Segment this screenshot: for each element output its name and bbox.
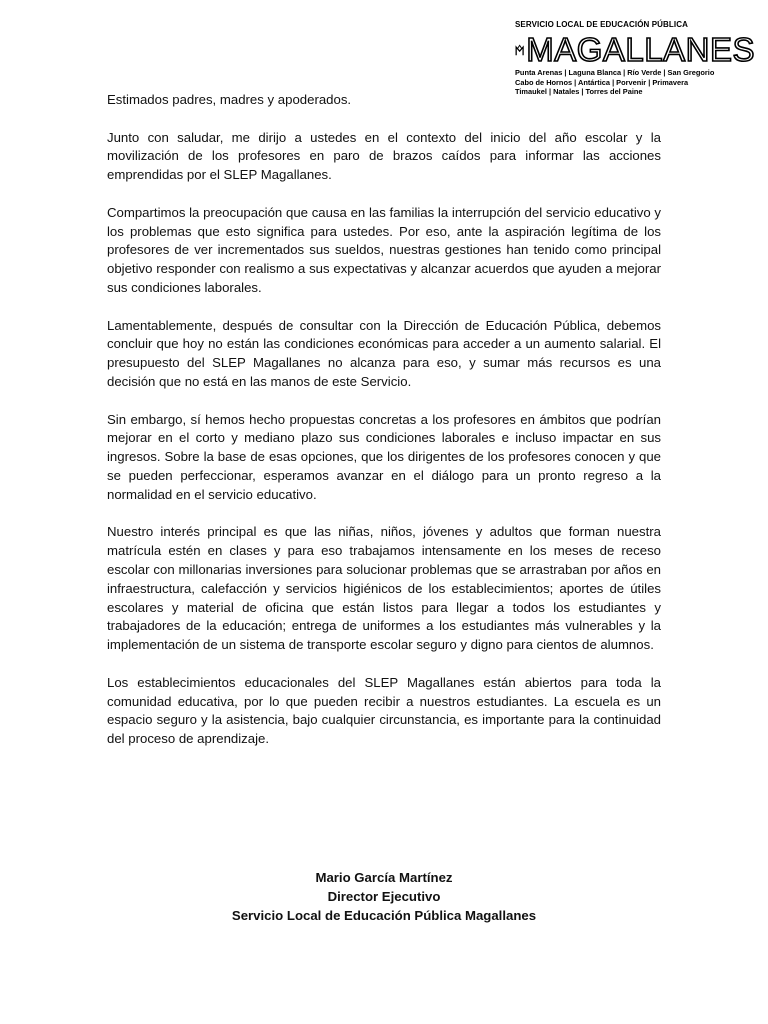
signature-block bbox=[0, 868, 768, 925]
signature-title: Director Ejecutivo bbox=[327, 889, 441, 904]
letter-paragraph: Junto con saludar, me dirijo a ustedes en el contexto del inicio del año escolar y la movilización de los profesores en paro de brazos caídos para informar las acciones emprendidas por el SLEP Magallanes. bbox=[107, 129, 661, 183]
letter-greeting: Estimados padres, madres y apoderados. bbox=[107, 92, 352, 107]
signature-institution: Servicio Local de Educación Pública Magallanes bbox=[231, 908, 537, 923]
logo-wordmark: MAGALLANES bbox=[526, 31, 755, 68]
logo-comunas-line: Timaukel | Natales | Torres del Paine bbox=[515, 87, 643, 96]
letter-paragraph: Lamentablemente, después de consultar con la Dirección de Educación Pública, debemos concluir que hoy no están las condiciones económicas para acceder a un aumento salarial. El presupuesto del SLEP Magallanes no alcanza para eso, y sumar más recursos es una decisión que no está en las manos de este Servicio. bbox=[107, 317, 661, 389]
letter-paragraph: Compartimos la preocupación que causa en las familias la interrupción del servicio educativo y los problemas que esto significa para ustedes. Por eso, ante la aspiración legítima de los profesores de ver incrementados sus sueldos, nuestras gestiones han tenido como principal objetivo responder con realismo a sus expectativas y alcanzar acuerdos que ayuden a mejorar sus condiciones laborales. bbox=[107, 204, 661, 295]
logo-ship-icon bbox=[515, 39, 524, 61]
letter-paragraph: Los establecimientos educacionales del SLEP Magallanes están abiertos para toda la comunidad educativa, por lo que pueden recibir a nuestros estudiantes. La escuela es un espacio seguro y la asistencia, bajo cualquier circunstancia, es importante para la continuidad del proceso de aprendizaje. bbox=[107, 674, 661, 747]
letter-body bbox=[107, 91, 661, 768]
logo-wordmark-row bbox=[515, 33, 755, 67]
slep-magallanes-logo bbox=[515, 20, 755, 97]
signature-name: Mario García Martínez bbox=[315, 870, 453, 885]
logo-organization-text: SERVICIO LOCAL DE EDUCACIÓN PÚBLICA bbox=[515, 20, 688, 29]
logo-comunas-line: Cabo de Hornos | Antártica | Porvenir | Primavera bbox=[515, 77, 689, 87]
letter-paragraph: Nuestro interés principal es que las niñas, niños, jóvenes y adultos que forman nuestra matrícula estén en clases y para eso trabajamos intensamente en los meses de receso escolar con millonarias inversiones para solucionar problemas que se arrastraban por años en infraestructura, calefacción y servicios higiénicos de los establecimientos; aportes de útiles escolares y material de oficina que están listos para llegar a todos los estudiantes y trabajadores de la educación; entrega de uniformes a los estudiantes más vulnerables y la implementación de un sistema de transporte escolar seguro y digno para cientos de alumnos. bbox=[107, 524, 661, 653]
logo-comunas-line: Punta Arenas | Laguna Blanca | Río Verde | San Gregorio bbox=[515, 68, 715, 77]
letter-paragraph: Sin embargo, sí hemos hecho propuestas concretas a los profesores en ámbitos que podrían mejorar en el corto y mediano plazo sus condiciones laborales e incluso impactar en sus ingresos. Sobre la base de esas opciones, que los dirigentes de los profesores conocen y que se pueden perfeccionar, esperamos avanzar en el diálogo para un pronto regreso a la normalidad en el servicio educativo. bbox=[107, 411, 661, 502]
